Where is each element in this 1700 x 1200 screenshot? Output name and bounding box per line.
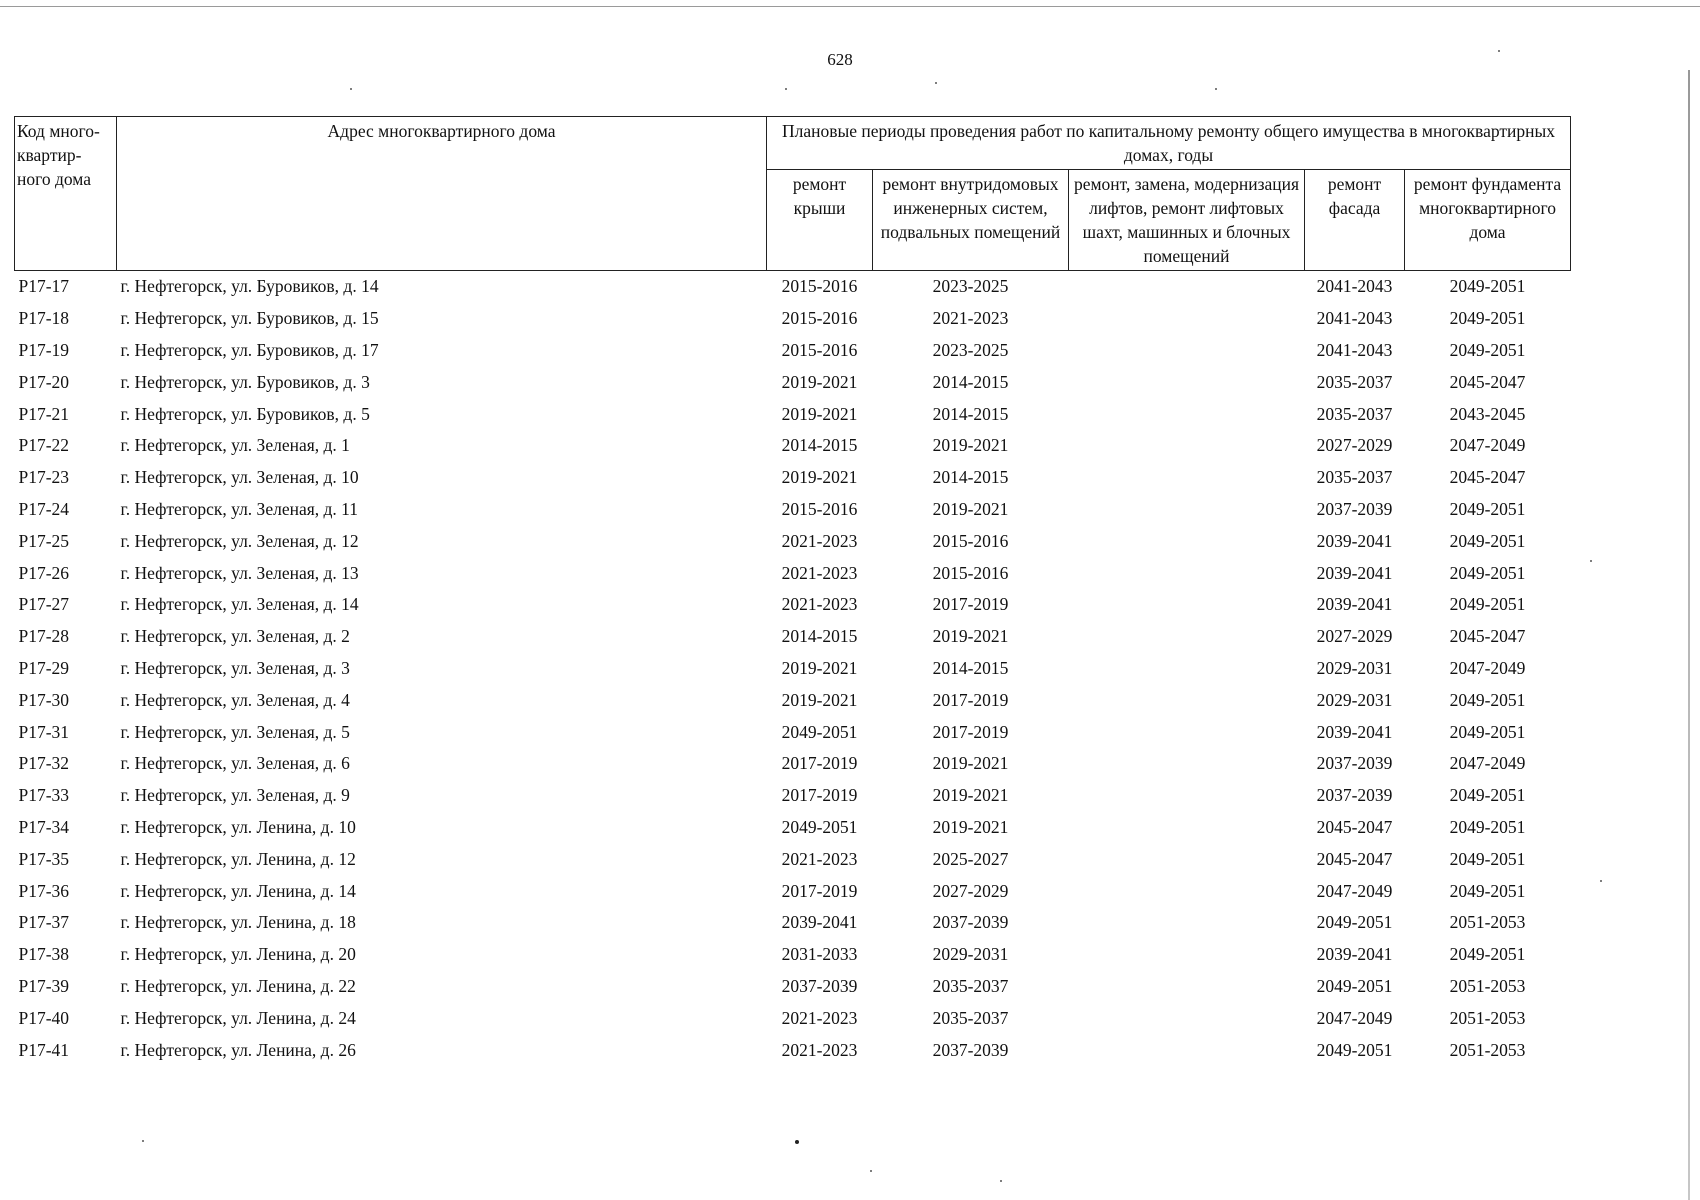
cell-elevators: [1069, 653, 1305, 685]
cell-engineering: 2019-2021: [932, 753, 1009, 774]
table-row: [15, 939, 1571, 971]
cell-foundation: 2049-2051: [1449, 530, 1526, 551]
cell-address: г. Нефтегорск, ул. Буровиков, д. 14: [120, 276, 379, 297]
scan-speck: [785, 88, 787, 90]
cell-elevators: [1069, 335, 1305, 367]
cell-roof: 2014-2015: [781, 626, 858, 647]
cell-elevators: [1069, 271, 1305, 303]
cell-roof: 2014-2015: [781, 435, 858, 456]
cell-foundation: 2049-2051: [1449, 339, 1526, 360]
cell-code: P17-28: [18, 626, 70, 647]
cell-elevators: [1069, 430, 1305, 462]
cell-roof: 2039-2041: [781, 912, 858, 933]
cell-facade: 2047-2049: [1316, 1007, 1393, 1028]
cell-code: P17-23: [18, 467, 70, 488]
cell-engineering: 2019-2021: [932, 816, 1009, 837]
cell-address: г. Нефтегорск, ул. Ленина, д. 22: [120, 975, 356, 996]
cell-roof: 2049-2051: [781, 816, 858, 837]
cell-engineering: 2019-2021: [932, 626, 1009, 647]
cell-address: г. Нефтегорск, ул. Зеленая, д. 9: [120, 785, 350, 806]
cell-facade: 2027-2029: [1316, 435, 1393, 456]
cell-facade: 2035-2037: [1316, 403, 1393, 424]
cell-facade: 2039-2041: [1316, 594, 1393, 615]
table-row: [15, 716, 1571, 748]
table-row: [15, 525, 1571, 557]
cell-engineering: 2027-2029: [932, 880, 1009, 901]
cell-code: P17-33: [18, 785, 70, 806]
cell-engineering: 2019-2021: [932, 785, 1009, 806]
table-row: [15, 907, 1571, 939]
table-row: [15, 271, 1571, 303]
cell-facade: 2029-2031: [1316, 657, 1393, 678]
table-row: [15, 971, 1571, 1003]
cell-facade: 2039-2041: [1316, 721, 1393, 742]
header-elevators: ремонт, замена, модернизация лифтов, ремонт лифтовых шахт, машинных и блочных помещений: [1069, 170, 1305, 271]
scan-speck: [142, 1140, 144, 1142]
cell-elevators: [1069, 1034, 1305, 1066]
table-row: [15, 1034, 1571, 1066]
cell-facade: 2049-2051: [1316, 912, 1393, 933]
cell-facade: 2041-2043: [1316, 276, 1393, 297]
cell-code: P17-31: [18, 721, 70, 742]
cell-address: г. Нефтегорск, ул. Ленина, д. 20: [120, 944, 356, 965]
cell-facade: 2035-2037: [1316, 467, 1393, 488]
cell-foundation: 2045-2047: [1449, 626, 1526, 647]
table-row: [15, 684, 1571, 716]
scan-top-border: [0, 6, 1700, 7]
table-header: [15, 117, 1571, 271]
cell-code: P17-32: [18, 753, 70, 774]
cell-code: P17-22: [18, 435, 70, 456]
scan-speck: [870, 1170, 872, 1172]
cell-facade: 2045-2047: [1316, 816, 1393, 837]
table-row: [15, 875, 1571, 907]
table-row: [15, 557, 1571, 589]
cell-elevators: [1069, 366, 1305, 398]
cell-code: P17-27: [18, 594, 70, 615]
cell-engineering: 2037-2039: [932, 1039, 1009, 1060]
cell-address: г. Нефтегорск, ул. Зеленая, д. 12: [120, 530, 359, 551]
cell-elevators: [1069, 398, 1305, 430]
cell-roof: 2021-2023: [781, 848, 858, 869]
cell-foundation: 2043-2045: [1449, 403, 1526, 424]
cell-code: P17-17: [18, 276, 70, 297]
cell-address: г. Нефтегорск, ул. Ленина, д. 12: [120, 848, 356, 869]
cell-address: г. Нефтегорск, ул. Буровиков, д. 17: [120, 339, 379, 360]
header-roof: ремонт крыши: [767, 170, 873, 271]
table-row: [15, 430, 1571, 462]
cell-elevators: [1069, 716, 1305, 748]
cell-code: P17-26: [18, 562, 70, 583]
scan-speck: [1000, 1180, 1002, 1182]
cell-engineering: 2015-2016: [932, 530, 1009, 551]
table-row: [15, 398, 1571, 430]
table-row: [15, 1002, 1571, 1034]
cell-roof: 2021-2023: [781, 1007, 858, 1028]
cell-roof: 2015-2016: [781, 276, 858, 297]
cell-engineering: 2014-2015: [932, 657, 1009, 678]
cell-roof: 2019-2021: [781, 403, 858, 424]
cell-code: P17-35: [18, 848, 70, 869]
cell-elevators: [1069, 843, 1305, 875]
cell-foundation: 2047-2049: [1449, 753, 1526, 774]
cell-foundation: 2049-2051: [1449, 816, 1526, 837]
cell-engineering: 2019-2021: [932, 498, 1009, 519]
cell-engineering: 2019-2021: [932, 435, 1009, 456]
cell-code: P17-39: [18, 975, 70, 996]
cell-roof: 2021-2023: [781, 594, 858, 615]
cell-engineering: 2015-2016: [932, 562, 1009, 583]
cell-address: г. Нефтегорск, ул. Зеленая, д. 10: [120, 467, 359, 488]
cell-elevators: [1069, 557, 1305, 589]
cell-engineering: 2037-2039: [932, 912, 1009, 933]
cell-engineering: 2014-2015: [932, 371, 1009, 392]
cell-foundation: 2049-2051: [1449, 308, 1526, 329]
cell-roof: 2037-2039: [781, 975, 858, 996]
cell-roof: 2017-2019: [781, 753, 858, 774]
capital-repair-table: [14, 116, 1571, 1066]
cell-address: г. Нефтегорск, ул. Зеленая, д. 5: [120, 721, 350, 742]
cell-foundation: 2051-2053: [1449, 1039, 1526, 1060]
scan-speck: [1590, 560, 1592, 562]
cell-address: г. Нефтегорск, ул. Зеленая, д. 1: [120, 435, 350, 456]
table-row: [15, 843, 1571, 875]
cell-foundation: 2047-2049: [1449, 657, 1526, 678]
cell-code: P17-30: [18, 689, 70, 710]
cell-address: г. Нефтегорск, ул. Ленина, д. 24: [120, 1007, 356, 1028]
cell-facade: 2045-2047: [1316, 848, 1393, 869]
cell-facade: 2027-2029: [1316, 626, 1393, 647]
cell-roof: 2021-2023: [781, 562, 858, 583]
cell-facade: 2037-2039: [1316, 498, 1393, 519]
cell-code: P17-38: [18, 944, 70, 965]
cell-roof: 2019-2021: [781, 467, 858, 488]
table-row: [15, 621, 1571, 653]
cell-address: г. Нефтегорск, ул. Зеленая, д. 4: [120, 689, 350, 710]
cell-roof: 2021-2023: [781, 530, 858, 551]
cell-foundation: 2049-2051: [1449, 689, 1526, 710]
cell-engineering: 2025-2027: [932, 848, 1009, 869]
cell-code: P17-29: [18, 657, 70, 678]
cell-facade: 2037-2039: [1316, 785, 1393, 806]
cell-foundation: 2049-2051: [1449, 276, 1526, 297]
cell-engineering: 2035-2037: [932, 1007, 1009, 1028]
cell-foundation: 2049-2051: [1449, 721, 1526, 742]
cell-roof: 2015-2016: [781, 308, 858, 329]
header-periods: Плановые периоды проведения работ по капитальному ремонту общего имущества в многоквартирных домах, годы: [767, 117, 1571, 170]
scan-speck: [935, 82, 937, 84]
cell-address: г. Нефтегорск, ул. Буровиков, д. 5: [120, 403, 370, 424]
cell-code: P17-24: [18, 498, 70, 519]
cell-facade: 2039-2041: [1316, 530, 1393, 551]
table-row: [15, 812, 1571, 844]
cell-foundation: 2045-2047: [1449, 467, 1526, 488]
cell-address: г. Нефтегорск, ул. Зеленая, д. 11: [120, 498, 359, 519]
cell-elevators: [1069, 812, 1305, 844]
cell-facade: 2049-2051: [1316, 1039, 1393, 1060]
scan-speck: [1498, 50, 1500, 52]
header-foundation: ремонт фундамента многоквартирного дома: [1405, 170, 1571, 271]
cell-code: P17-25: [18, 530, 70, 551]
cell-foundation: 2049-2051: [1449, 562, 1526, 583]
cell-foundation: 2049-2051: [1449, 498, 1526, 519]
scan-speck: [350, 88, 352, 90]
cell-roof: 2015-2016: [781, 498, 858, 519]
cell-address: г. Нефтегорск, ул. Ленина, д. 26: [120, 1039, 356, 1060]
cell-address: г. Нефтегорск, ул. Буровиков, д. 15: [120, 308, 379, 329]
scan-dot: [795, 1140, 799, 1144]
cell-elevators: [1069, 589, 1305, 621]
cell-elevators: [1069, 525, 1305, 557]
table-row: [15, 589, 1571, 621]
cell-elevators: [1069, 1002, 1305, 1034]
cell-facade: 2049-2051: [1316, 975, 1393, 996]
cell-engineering: 2023-2025: [932, 339, 1009, 360]
cell-facade: 2047-2049: [1316, 880, 1393, 901]
cell-address: г. Нефтегорск, ул. Ленина, д. 14: [120, 880, 356, 901]
cell-facade: 2029-2031: [1316, 689, 1393, 710]
cell-code: P17-36: [18, 880, 70, 901]
cell-engineering: 2023-2025: [932, 276, 1009, 297]
cell-engineering: 2021-2023: [932, 308, 1009, 329]
cell-elevators: [1069, 462, 1305, 494]
header-engineering: ремонт внутридомовых инженерных систем, подвальных помещений: [873, 170, 1069, 271]
cell-foundation: 2047-2049: [1449, 435, 1526, 456]
cell-code: P17-34: [18, 816, 70, 837]
table-row: [15, 335, 1571, 367]
cell-foundation: 2049-2051: [1449, 944, 1526, 965]
header-facade: ремонт фасада: [1305, 170, 1405, 271]
cell-code: P17-37: [18, 912, 70, 933]
cell-address: г. Нефтегорск, ул. Ленина, д. 10: [120, 816, 356, 837]
cell-roof: 2049-2051: [781, 721, 858, 742]
cell-facade: 2035-2037: [1316, 371, 1393, 392]
cell-foundation: 2051-2053: [1449, 1007, 1526, 1028]
cell-foundation: 2049-2051: [1449, 785, 1526, 806]
cell-facade: 2041-2043: [1316, 339, 1393, 360]
cell-address: г. Нефтегорск, ул. Зеленая, д. 14: [120, 594, 359, 615]
table-row: [15, 653, 1571, 685]
cell-code: P17-20: [18, 371, 70, 392]
cell-facade: 2039-2041: [1316, 562, 1393, 583]
cell-elevators: [1069, 621, 1305, 653]
table-row: [15, 748, 1571, 780]
cell-facade: 2037-2039: [1316, 753, 1393, 774]
cell-facade: 2039-2041: [1316, 944, 1393, 965]
cell-code: P17-21: [18, 403, 70, 424]
cell-elevators: [1069, 971, 1305, 1003]
cell-roof: 2031-2033: [781, 944, 858, 965]
header-code: Код много-квартир-ного дома: [15, 117, 117, 271]
table-row: [15, 780, 1571, 812]
table-row: [15, 494, 1571, 526]
cell-address: г. Нефтегорск, ул. Ленина, д. 18: [120, 912, 356, 933]
cell-roof: 2017-2019: [781, 785, 858, 806]
cell-engineering: 2014-2015: [932, 467, 1009, 488]
cell-address: г. Нефтегорск, ул. Буровиков, д. 3: [120, 371, 370, 392]
cell-engineering: 2017-2019: [932, 721, 1009, 742]
cell-address: г. Нефтегорск, ул. Зеленая, д. 3: [120, 657, 350, 678]
cell-foundation: 2049-2051: [1449, 880, 1526, 901]
cell-roof: 2021-2023: [781, 1039, 858, 1060]
cell-elevators: [1069, 875, 1305, 907]
cell-code: P17-19: [18, 339, 70, 360]
cell-engineering: 2017-2019: [932, 689, 1009, 710]
scan-speck: [1215, 88, 1217, 90]
cell-engineering: 2014-2015: [932, 403, 1009, 424]
cell-foundation: 2045-2047: [1449, 371, 1526, 392]
cell-elevators: [1069, 494, 1305, 526]
cell-foundation: 2051-2053: [1449, 912, 1526, 933]
cell-address: г. Нефтегорск, ул. Зеленая, д. 6: [120, 753, 350, 774]
table-row: [15, 366, 1571, 398]
cell-roof: 2019-2021: [781, 657, 858, 678]
cell-elevators: [1069, 748, 1305, 780]
cell-address: г. Нефтегорск, ул. Зеленая, д. 2: [120, 626, 350, 647]
table-body: [15, 271, 1571, 1066]
cell-engineering: 2017-2019: [932, 594, 1009, 615]
cell-code: P17-18: [18, 308, 70, 329]
cell-foundation: 2051-2053: [1449, 975, 1526, 996]
cell-engineering: 2029-2031: [932, 944, 1009, 965]
scan-speck: [1600, 880, 1602, 882]
cell-foundation: 2049-2051: [1449, 594, 1526, 615]
cell-elevators: [1069, 907, 1305, 939]
header-address: Адрес многоквартирного дома: [117, 117, 767, 271]
cell-roof: 2015-2016: [781, 339, 858, 360]
cell-roof: 2017-2019: [781, 880, 858, 901]
cell-address: г. Нефтегорск, ул. Зеленая, д. 13: [120, 562, 359, 583]
cell-engineering: 2035-2037: [932, 975, 1009, 996]
page-number: 628: [827, 50, 853, 69]
cell-elevators: [1069, 939, 1305, 971]
scan-right-edge: [1688, 70, 1690, 1200]
cell-elevators: [1069, 780, 1305, 812]
cell-elevators: [1069, 303, 1305, 335]
cell-roof: 2019-2021: [781, 371, 858, 392]
cell-code: P17-40: [18, 1007, 70, 1028]
table-row: [15, 303, 1571, 335]
cell-code: P17-41: [18, 1039, 70, 1060]
cell-foundation: 2049-2051: [1449, 848, 1526, 869]
cell-facade: 2041-2043: [1316, 308, 1393, 329]
cell-roof: 2019-2021: [781, 689, 858, 710]
table-row: [15, 462, 1571, 494]
cell-elevators: [1069, 684, 1305, 716]
